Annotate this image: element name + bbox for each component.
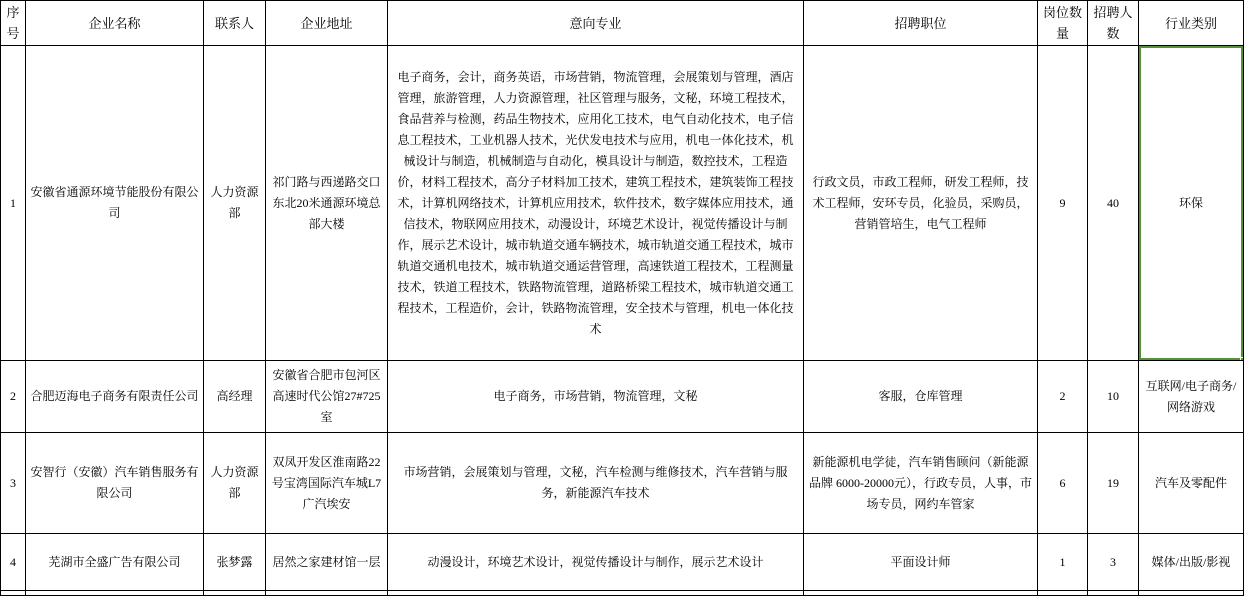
cell-industry[interactable]: 媒体/出版/影视 bbox=[1139, 534, 1244, 591]
cell-empty[interactable] bbox=[266, 591, 388, 596]
cell-industry[interactable]: 互联网/电子商务/网络游戏 bbox=[1139, 361, 1244, 433]
cell-post-count[interactable]: 6 bbox=[1038, 433, 1088, 534]
cell-seq[interactable]: 2 bbox=[1, 361, 26, 433]
cell-post-count[interactable]: 1 bbox=[1038, 534, 1088, 591]
header-address[interactable]: 企业地址 bbox=[266, 1, 388, 46]
header-seq[interactable]: 序号 bbox=[1, 1, 26, 46]
header-contact[interactable]: 联系人 bbox=[204, 1, 266, 46]
cell-majors[interactable]: 电子商务，市场营销，物流管理，文秘 bbox=[388, 361, 804, 433]
table-row bbox=[1, 433, 1244, 534]
cell-post-count[interactable]: 2 bbox=[1038, 361, 1088, 433]
cell-empty[interactable] bbox=[1088, 591, 1139, 596]
cell-contact[interactable]: 人力资源部 bbox=[204, 433, 266, 534]
cell-seq[interactable]: 3 bbox=[1, 433, 26, 534]
cell-contact[interactable]: 高经理 bbox=[204, 361, 266, 433]
selection-fill-handle[interactable] bbox=[1240, 357, 1244, 361]
header-row bbox=[1, 1, 1244, 46]
header-majors[interactable]: 意向专业 bbox=[388, 1, 804, 46]
cell-empty[interactable] bbox=[1, 591, 26, 596]
cell-company[interactable]: 芜湖市全盛广告有限公司 bbox=[26, 534, 204, 591]
cell-recruit-count[interactable]: 40 bbox=[1088, 46, 1139, 361]
cell-address[interactable]: 祁门路与西递路交口东北20米通源环境总部大楼 bbox=[266, 46, 388, 361]
cell-positions[interactable]: 客服，仓库管理 bbox=[804, 361, 1038, 433]
selected-cell-value: 环保 bbox=[1178, 195, 1203, 210]
cell-company[interactable]: 安智行（安徽）汽车销售服务有限公司 bbox=[26, 433, 204, 534]
cell-company[interactable]: 合肥迈海电子商务有限责任公司 bbox=[26, 361, 204, 433]
table-row bbox=[1, 361, 1244, 433]
cell-post-count[interactable]: 9 bbox=[1038, 46, 1088, 361]
cell-majors[interactable]: 动漫设计，环境艺术设计，视觉传播设计与制作，展示艺术设计 bbox=[388, 534, 804, 591]
next-row-partial bbox=[1, 591, 1244, 596]
header-recruit-count[interactable]: 招聘人数 bbox=[1088, 1, 1139, 46]
cell-recruit-count[interactable]: 3 bbox=[1088, 534, 1139, 591]
cell-industry-selected[interactable] bbox=[1139, 46, 1244, 361]
cell-empty[interactable] bbox=[804, 591, 1038, 596]
cell-positions[interactable]: 行政文员，市政工程师，研发工程师，技术工程师，安环专员，化验员，采购员，营销管培生，电气工程师 bbox=[804, 46, 1038, 361]
table-row bbox=[1, 534, 1244, 591]
table-row bbox=[1, 46, 1244, 361]
cell-seq[interactable]: 4 bbox=[1, 534, 26, 591]
cell-company[interactable]: 安徽省通源环境节能股份有限公司 bbox=[26, 46, 204, 361]
cell-contact[interactable]: 张梦露 bbox=[204, 534, 266, 591]
cell-address[interactable]: 双凤开发区淮南路22号宝湾国际汽车城L7广汽埃安 bbox=[266, 433, 388, 534]
header-post-count[interactable]: 岗位数量 bbox=[1038, 1, 1088, 46]
cell-empty[interactable] bbox=[1139, 591, 1244, 596]
header-industry[interactable]: 行业类别 bbox=[1139, 1, 1244, 46]
cell-positions[interactable]: 新能源机电学徒，汽车销售顾问（新能源品牌 6000-20000元），行政专员，人事，市场专员，网约车管家 bbox=[804, 433, 1038, 534]
cell-address[interactable]: 居然之家建材馆一层 bbox=[266, 534, 388, 591]
cell-recruit-count[interactable]: 19 bbox=[1088, 433, 1139, 534]
cell-recruit-count[interactable]: 10 bbox=[1088, 361, 1139, 433]
cell-address[interactable]: 安徽省合肥市包河区高速时代公馆27#725室 bbox=[266, 361, 388, 433]
cell-empty[interactable] bbox=[388, 591, 804, 596]
header-company[interactable]: 企业名称 bbox=[26, 1, 204, 46]
cell-majors[interactable]: 市场营销，会展策划与管理，文秘，汽车检测与维修技术，汽车营销与服务，新能源汽车技术 bbox=[388, 433, 804, 534]
cell-empty[interactable] bbox=[204, 591, 266, 596]
cell-positions[interactable]: 平面设计师 bbox=[804, 534, 1038, 591]
header-positions[interactable]: 招聘职位 bbox=[804, 1, 1038, 46]
cell-empty[interactable] bbox=[26, 591, 204, 596]
cell-empty[interactable] bbox=[1038, 591, 1088, 596]
cell-majors[interactable]: 电子商务，会计，商务英语，市场营销，物流管理，会展策划与管理，酒店管理，旅游管理，人力资源管理，社区管理与服务，文秘，环境工程技术，食品营养与检测，药品生物技术，应用化工技术，电气自动化技术，电子信息工程技术，工业机器人技术，光伏发电技术与应用，机电一体化技术，机械设计与制造，机械制造与自动化，模具设计与制造，数控技术，工程造价，材料工程技术，高分子材料加工技术，建筑工程技术，建筑装饰工程技术，计算机网络技术，计算机应用技术，软件技术，数字媒体应用技术，通信技术，物联网应用技术，动漫设计，环境艺术设计，视觉传播设计与制作，展示艺术设计，城市轨道交通车辆技术，城市轨道交通工程技术，城市轨道交通机电技术，城市轨道交通运营管理，高速铁道工程技术，工程测量技术，铁道工程技术，铁路物流管理，道路桥梁工程技术，城市轨道交通工程技术，工程造价，会计，铁路物流管理，安全技术与管理，机电一体化技术 bbox=[388, 46, 804, 361]
cell-industry[interactable]: 汽车及零配件 bbox=[1139, 433, 1244, 534]
cell-seq[interactable]: 1 bbox=[1, 46, 26, 361]
cell-contact[interactable]: 人力资源部 bbox=[204, 46, 266, 361]
